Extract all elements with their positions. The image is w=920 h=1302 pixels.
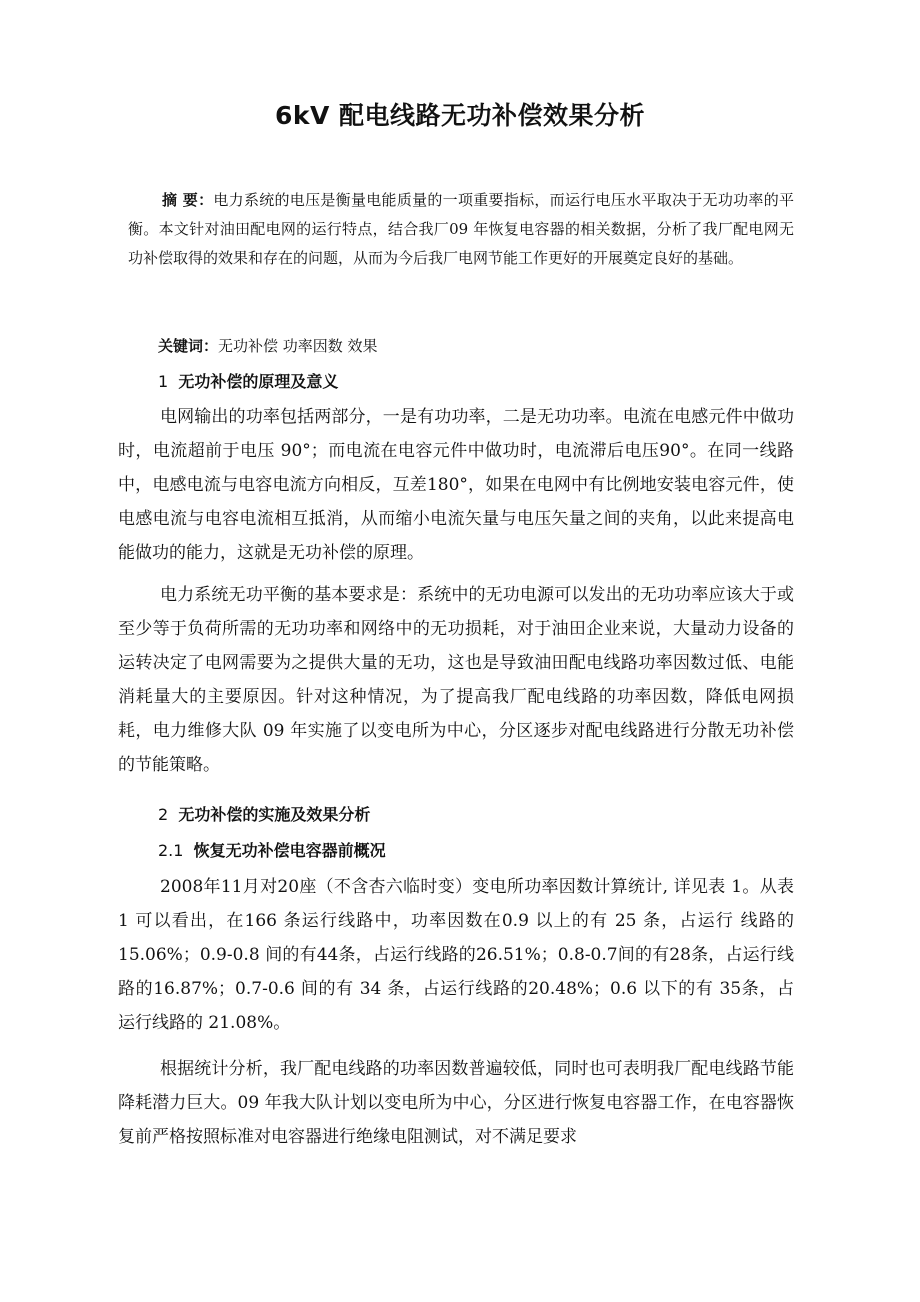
document-title: 6kV 配电线路无功补偿效果分析 — [274, 101, 646, 130]
section-2-1-heading — [158, 838, 386, 861]
abstract-label: 摘 要： — [162, 191, 214, 209]
section-2-title: 无功补偿的实施及效果分析 — [178, 805, 371, 824]
keywords-text: 无功补偿 功率因数 效果 — [218, 337, 378, 355]
abstract-text: 电力系统的电压是衡量电能质量的一项重要指标，而运行电压水平取决于无功功率的平衡。本文针对油田配电网的运行特点，结合我厂09 年恢复电容器的相关数据，分析了我厂配电网无功补偿取得的效果和存在的问题，从而为今后我厂电网节能工作更好的开展奠定良好的基础。 — [128, 191, 794, 267]
section-2-1-title: 恢复无功补偿电容器前概况 — [193, 841, 386, 860]
abstract — [128, 186, 794, 273]
section-1-paragraph-1: 电网输出的功率包括两部分，一是有功功率，二是无功功率。电流在电感元件中做功时，电流超前于电压 90°；而电流在电容元件中做功时，电流滞后电压90°。在同一线路中，电感电流与电容电流方向相反，互差180°，如果在电网中有比例地安装电容元件，使电感电流与电容电流相互抵消，从而缩小电流矢量与电压矢量之间的夹角，以此来提高电能做功的能力，这就是无功补偿的原理。 — [118, 407, 794, 563]
section-1-paragraph-2: 电力系统无功平衡的基本要求是：系统中的无功电源可以发出的无功功率应该大于或至少等于负荷所需的无功功率和网络中的无功损耗，对于油田企业来说，大量动力设备的运转决定了电网需要为之提供大量的无功，这也是导致油田配电线路功率因数过低、电能消耗量大的主要原因。针对这种情况，为了提高我厂配电线路的功率因数，降低电网损耗，电力维修大队 09 年实施了以变电所为中心，分区逐步对配电线路进行分散无功补偿的节能策略。 — [118, 585, 794, 775]
section-1-heading — [158, 369, 338, 392]
section-1-title: 无功补偿的原理及意义 — [178, 372, 339, 391]
section-2-1-paragraph-1: 2008年11月对20座（不含杏六临时变）变电所功率因数计算统计, 详见表 1。从表 1 可以看出，在166 条运行线路中，功率因数在0.9 以上的有 25 条，占运行 线路的15.06%；0.9-0.8 间的有44条，占运行线路的26.51%；0.8-0.7间的有28条，占运行线路的16.87%；0.7-0.6 间的有 34 条，占运行线路的20.48%；0.6 以下的有 35条，占运行线路的 21.08%。 — [118, 877, 794, 1033]
section-2-1-paragraph-2: 根据统计分析，我厂配电线路的功率因数普遍较低，同时也可表明我厂配电线路节能降耗潜力巨大。09 年我大队计划以变电所为中心，分区进行恢复电容器工作，在电容器恢复前严格按照标准对电容器进行绝缘电阻测试，对不满足要求 — [118, 1059, 794, 1147]
keywords — [158, 332, 834, 361]
section-2-1-number: 2.1 — [158, 841, 184, 860]
section-2-heading — [158, 802, 370, 825]
keywords-label: 关键词： — [158, 337, 219, 355]
section-2-number: 2 — [158, 805, 169, 824]
section-1-number: 1 — [158, 372, 169, 391]
